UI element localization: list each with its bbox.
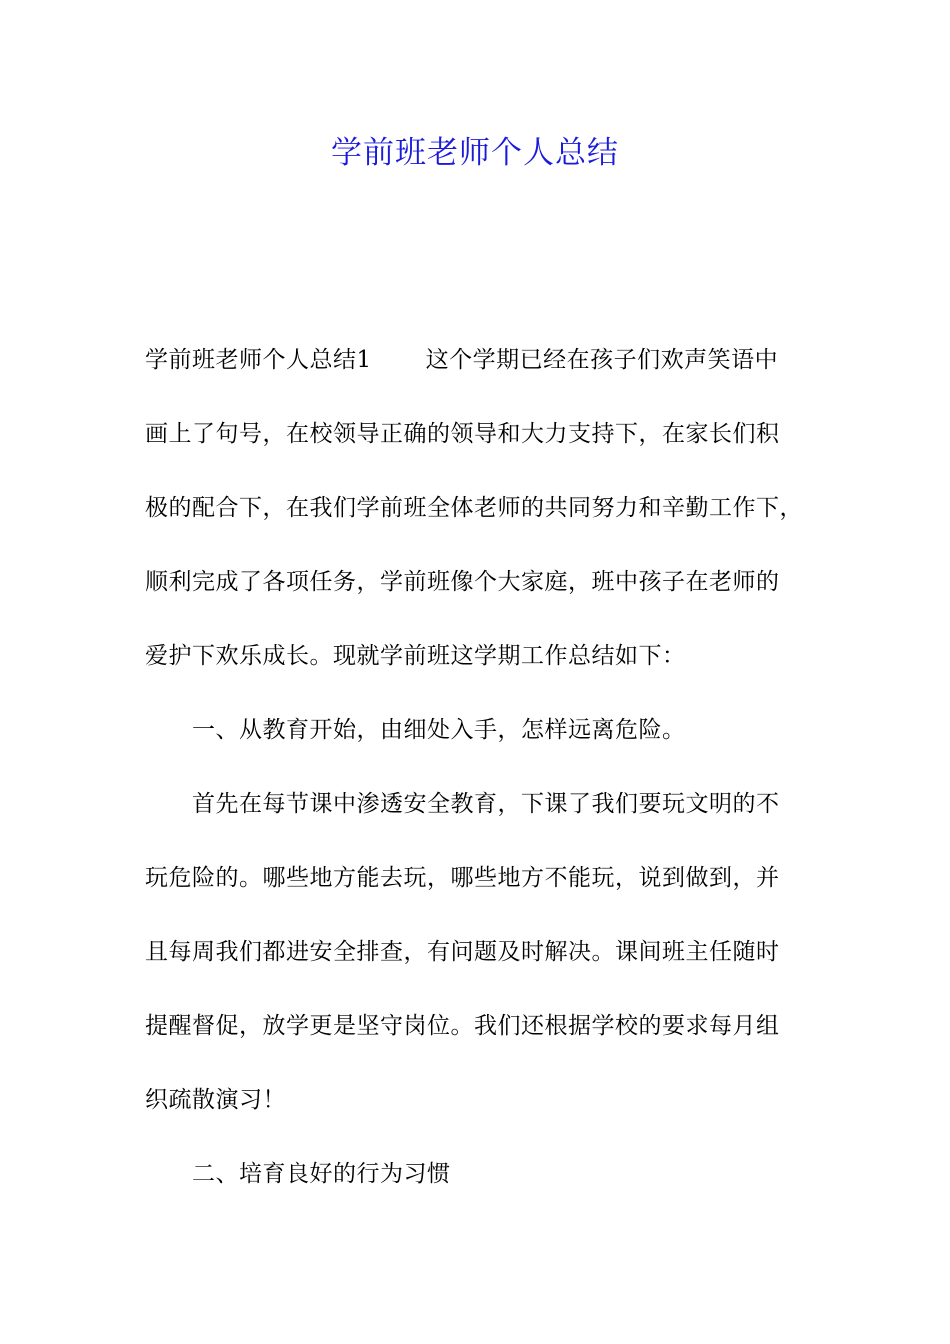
- paragraph-line-4: 顺利完成了各项任务，学前班像个大家庭，班中孩子在老师的: [145, 569, 780, 595]
- paragraph-line-5: 爱护下欢乐成长。现就学前班这学期工作总结如下：: [145, 643, 686, 669]
- paragraph-line-6: 首先在每节课中渗透安全教育，下课了我们要玩文明的不: [192, 791, 780, 817]
- paragraph-line-3: 极的配合下，在我们学前班全体老师的共同努力和辛勤工作下，: [145, 495, 803, 521]
- paragraph-text: 这个学期已经在孩子们欢声笑语中: [425, 347, 779, 373]
- paragraph-line-8: 且每周我们都进安全排查，有问题及时解决。课间班主任随时: [145, 939, 780, 965]
- page-title: 学前班老师个人总结: [331, 135, 619, 171]
- paragraph-line-7: 玩危险的。哪些地方能去玩，哪些地方不能玩，说到做到，并: [145, 865, 780, 891]
- section-heading-two: 二、培育良好的行为习惯: [192, 1161, 451, 1187]
- section-heading-one: 一、从教育开始，由细处入手，怎样远离危险。: [192, 717, 686, 743]
- section-heading-1: 学前班老师个人总结1: [145, 347, 372, 373]
- paragraph-line-1: [145, 340, 778, 380]
- paragraph-line-10: 织疏散演习！: [145, 1087, 286, 1113]
- paragraph-line-9: 提醒督促，放学更是坚守岗位。我们还根据学校的要求每月组: [145, 1013, 780, 1039]
- paragraph-line-2: 画上了句号，在校领导正确的领导和大力支持下，在家长们积: [145, 421, 780, 447]
